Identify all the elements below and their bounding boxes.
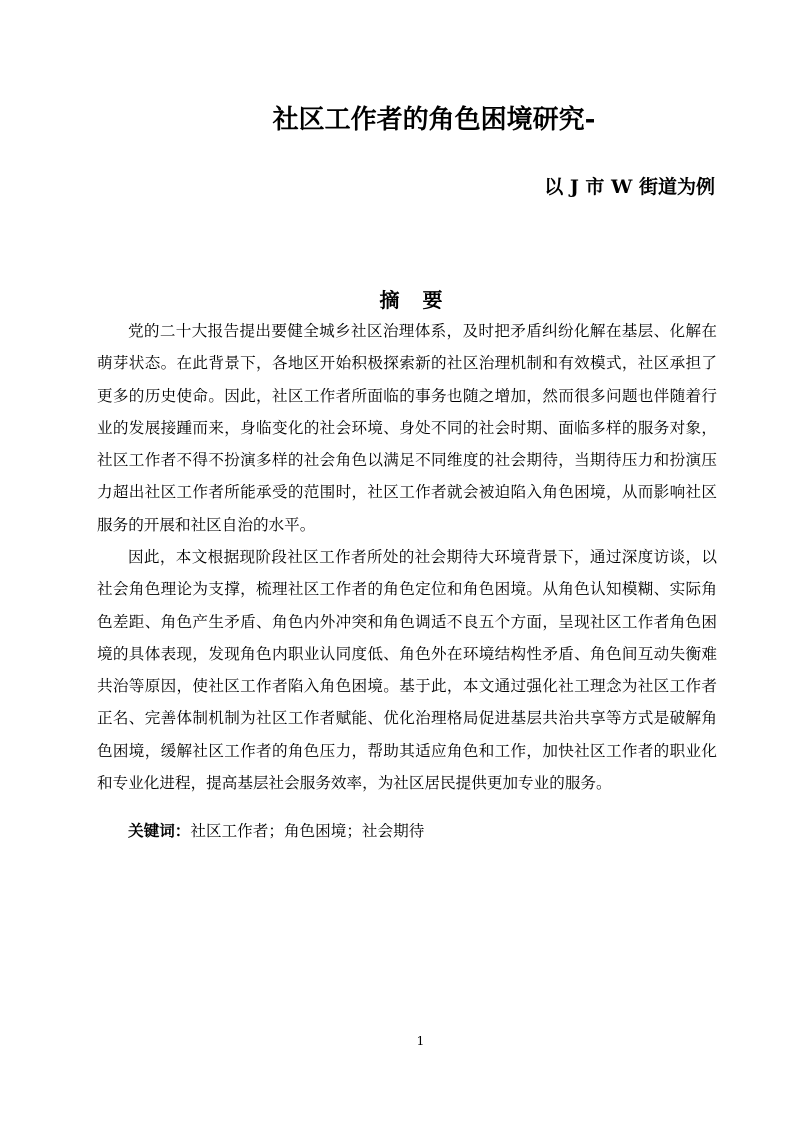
keywords-label: 关键词： xyxy=(128,822,191,840)
keywords-line xyxy=(128,815,424,847)
paper-subtitle: 以 J 市 W 街道为例 xyxy=(544,176,715,198)
paper-title: 社区工作者的角色困境研究- xyxy=(272,105,596,135)
abstract-paragraph-2: 因此，本文根据现阶段社区工作者所处的社会期待大环境背景下，通过深度访谈，以社会角色理论为支撑，梳理社区工作者的角色定位和角色困境。从角色认知模糊、实际角色差距、角色产生矛盾、角色内外冲突和角色调适不良五个方面，呈现社区工作者角色困境的具体表现，发现角色内职业认同度低、角色外在环境结构性矛盾、角色间互动失衡难共治等原因，使社区工作者陷入角色困境。基于此，本文通过强化社工理念为社区工作者正名、完善体制机制为社区工作者赋能、优化治理格局促进基层共治共享等方式是破解角色困境，缓解社区工作者的角色压力，帮助其适应角色和工作，加快社区工作者的职业化和专业化进程，提高基层社会服务效率，为社区居民提供更加专业的服务。 xyxy=(97,548,717,793)
page-number: 1 xyxy=(416,1034,425,1048)
keywords-list: 社区工作者；角色困境；社会期待 xyxy=(190,822,425,840)
abstract-paragraph-1: 党的二十大报告提出要健全城乡社区治理体系，及时把矛盾纠纷化解在基层、化解在萌芽状态。在此背景下，各地区开始积极探索新的社区治理机制和有效模式，社区承担了更多的历史使命。因此，社区工作者所面临的事务也随之增加，然而很多问题也伴随着行业的发展接踵而来，身临变化的社会环境、身处不同的社会时期、面临多样的服务对象，社区工作者不得不扮演多样的社会角色以满足不同维度的社会期待，当期待压力和扮演压力超出社区工作者所能承受的范围时，社区工作者就会被迫陷入角色困境，从而影响社区服务的开展和社区自治的水平。 xyxy=(97,322,717,534)
abstract-heading: 摘 要 xyxy=(379,288,451,312)
